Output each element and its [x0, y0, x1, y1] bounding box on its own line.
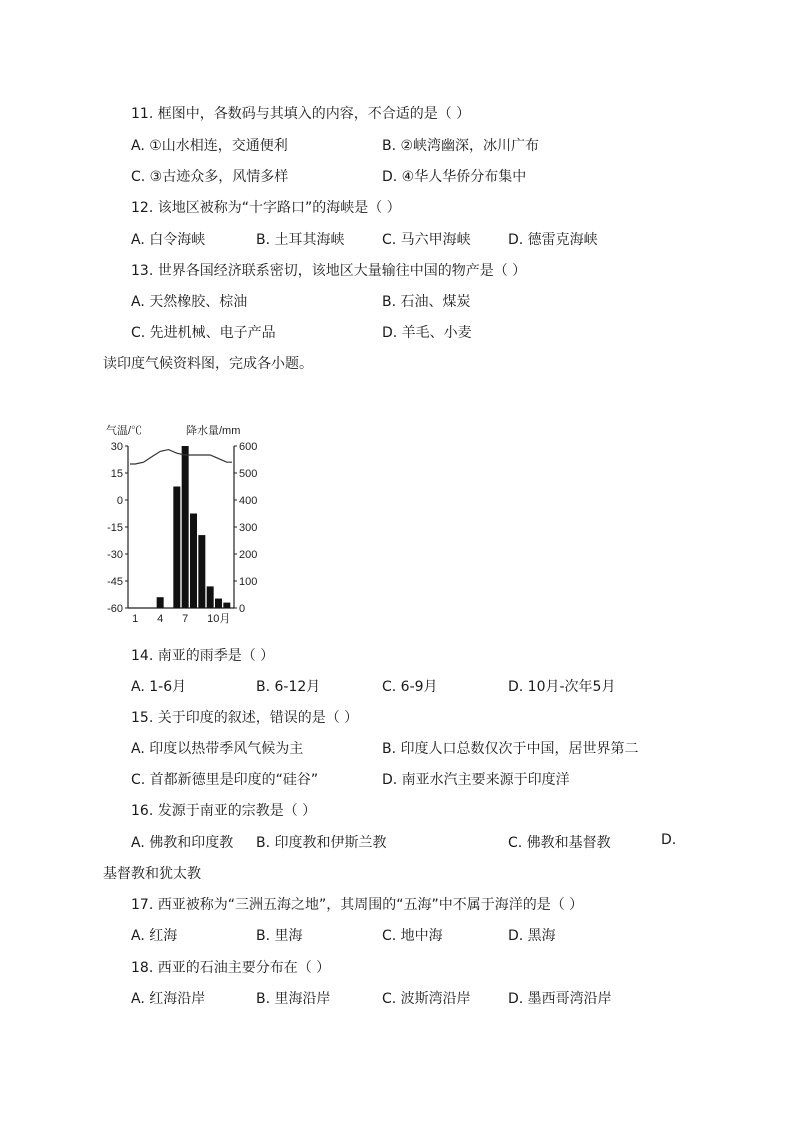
- precipitation-tick-label: 100: [239, 576, 258, 588]
- temperature-tick-label: -15: [107, 522, 123, 534]
- question-16-option-d-text[interactable]: 基督教和犹太教: [103, 866, 201, 882]
- question-15-option-c[interactable]: C. 首都新德里是印度的“硅谷”: [131, 772, 319, 788]
- precipitation-bar: [173, 487, 180, 609]
- temperature-tick-label: -45: [107, 576, 123, 588]
- question-15-option-a[interactable]: A. 印度以热带季风气候为主: [131, 741, 304, 757]
- question-14-option-b[interactable]: B. 6-12月: [256, 679, 321, 695]
- question-14-option-d[interactable]: D. 10月-次年5月: [508, 679, 616, 695]
- question-16-stem: 16. 发源于南亚的宗教是（ ）: [131, 803, 317, 819]
- temperature-tick-label: 0: [116, 495, 123, 507]
- question-16-option-d[interactable]: D.: [661, 832, 677, 848]
- question-11-option-b[interactable]: B. ②峡湾幽深，冰川广布: [382, 138, 540, 154]
- temperature-tick-label: -30: [107, 549, 123, 561]
- question-13-stem: 13. 世界各国经济联系密切，该地区大量输往中国的物产是（ ）: [131, 263, 527, 279]
- question-14-stem: 14. 南亚的雨季是（ ）: [131, 648, 275, 664]
- question-17-option-b[interactable]: B. 里海: [256, 928, 303, 944]
- question-13-option-b[interactable]: B. 石油、煤炭: [382, 294, 471, 310]
- question-13-option-a[interactable]: A. 天然橡胶、棕油: [131, 294, 248, 310]
- precipitation-bar: [157, 597, 164, 608]
- month-tick-label: 4: [157, 613, 164, 625]
- question-15-option-b[interactable]: B. 印度人口总数仅次于中国，居世界第二: [382, 741, 639, 757]
- question-14-option-a[interactable]: A. 1-6月: [131, 679, 187, 695]
- precipitation-tick-label: 200: [239, 549, 258, 561]
- question-12-stem: 12. 该地区被称为“十字路口”的海峡是（ ）: [131, 200, 401, 216]
- question-12-option-c[interactable]: C. 马六甲海峡: [382, 232, 471, 248]
- precipitation-bar: [190, 514, 197, 609]
- precipitation-tick-label: 600: [239, 441, 258, 453]
- question-12-option-b[interactable]: B. 土耳其海峡: [256, 232, 345, 248]
- question-17-option-c[interactable]: C. 地中海: [382, 928, 443, 944]
- temperature-curve: [130, 450, 232, 464]
- precipitation-ticks: [234, 441, 257, 615]
- question-16-option-a[interactable]: A. 佛教和印度教: [131, 835, 234, 851]
- precipitation-tick-label: 0: [239, 603, 246, 615]
- question-13-option-c[interactable]: C. 先进机械、电子产品: [131, 325, 276, 341]
- question-16-option-c[interactable]: C. 佛教和基督教: [508, 835, 611, 851]
- question-12-option-a[interactable]: A. 白令海峡: [131, 232, 206, 248]
- precipitation-bars: [157, 446, 231, 608]
- month-tick-label: 10月: [207, 613, 231, 625]
- precipitation-tick-label: 300: [239, 522, 258, 534]
- precipitation-bar: [223, 603, 230, 608]
- temperature-tick-label: -60: [107, 603, 123, 615]
- month-tick-label: 1: [132, 613, 139, 625]
- temperature-axis-label: 气温/℃: [106, 425, 143, 437]
- temperature-tick-label: 30: [110, 441, 123, 453]
- question-17-option-d[interactable]: D. 黑海: [508, 928, 556, 944]
- chart-intro: 读印度气候资料图，完成各小题。: [103, 356, 313, 372]
- question-18-option-c[interactable]: C. 波斯湾沿岸: [382, 991, 471, 1007]
- question-17-stem: 17. 西亚被称为“三洲五海之地”，其周围的“五海”中不属于海洋的是（ ）: [131, 897, 584, 913]
- precipitation-bar: [182, 446, 189, 608]
- question-11-option-a[interactable]: A. ①山水相连，交通便利: [131, 138, 288, 154]
- question-18-option-b[interactable]: B. 里海沿岸: [256, 991, 331, 1007]
- question-13-option-d[interactable]: D. 羊毛、小麦: [382, 325, 472, 341]
- india-climate-chart: [104, 418, 274, 628]
- question-15-option-d[interactable]: D. 南亚水汽主要来源于印度洋: [382, 772, 570, 788]
- question-12-option-d[interactable]: D. 德雷克海峡: [508, 232, 598, 248]
- temperature-ticks: [107, 441, 128, 615]
- question-18-option-d[interactable]: D. 墨西哥湾沿岸: [508, 991, 612, 1007]
- month-ticks: [132, 612, 230, 625]
- question-14-option-c[interactable]: C. 6-9月: [382, 679, 438, 695]
- precipitation-bar: [198, 535, 205, 608]
- month-tick-label: 7: [182, 613, 189, 625]
- question-16-option-b[interactable]: B. 印度教和伊斯兰教: [256, 835, 387, 851]
- precipitation-axis-label: 降水量/mm: [186, 425, 241, 437]
- question-11-option-c[interactable]: C. ③古迹众多，风情多样: [131, 169, 289, 185]
- temperature-tick-label: 15: [110, 468, 123, 480]
- question-18-stem: 18. 西亚的石油主要分布在（ ）: [131, 960, 331, 976]
- precipitation-bar: [215, 599, 222, 608]
- precipitation-tick-label: 400: [239, 495, 258, 507]
- question-18-option-a[interactable]: A. 红海沿岸: [131, 991, 206, 1007]
- question-15-stem: 15. 关于印度的叙述，错误的是（ ）: [131, 710, 359, 726]
- precipitation-bar: [207, 586, 214, 608]
- precipitation-tick-label: 500: [239, 468, 258, 480]
- question-17-option-a[interactable]: A. 红海: [131, 928, 178, 944]
- question-11-stem: 11. 框图中，各数码与其填入的内容，不合适的是（ ）: [131, 106, 471, 122]
- question-11-option-d[interactable]: D. ④华人华侨分布集中: [382, 169, 527, 185]
